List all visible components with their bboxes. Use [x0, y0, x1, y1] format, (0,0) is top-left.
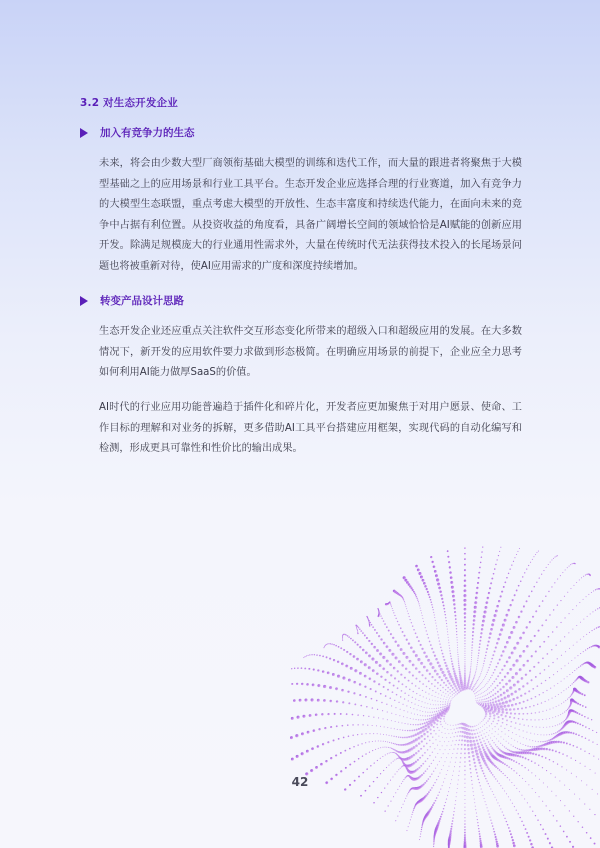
subheading-competitive-ecosystem	[80, 125, 195, 140]
paragraph: 未来，将会由少数大型厂商领衔基础大模型的训练和迭代工作，而大量的跟进者将聚焦于大模型基础之上的应用场景和行业工具平台。生态开发企业应选择合理的行业赛道，加入有竞争力的大模型生态联盟，重点考虑大模型的开放性、生态丰富度和持续迭代能力，在面向未来的竞争中占据有利位置。从投资收益的角度看，具备广阔增长空间的领域恰恰是AI赋能的创新应用开发。除满足规模庞大的行业通用性需求外，大量在传统时代无法获得技术投入的长尾场景问题也将被重新对待，使AI应用需求的广度和深度持续增加。	[99, 158, 522, 272]
paragraph: AI时代的行业应用功能普遍趋于插件化和碎片化，开发者应更加聚焦于对用户愿景、使命、工作目标的理解和对业务的拆解，更多借助AI工具平台搭建应用框架，实现代码的自动化编写和检测，形成更具可靠性和性价比的输出成果。	[99, 402, 522, 455]
section-title: 3.2 对生态开发企业	[80, 97, 178, 109]
right-triangle-icon	[80, 128, 88, 138]
subheading-label: 加入有竞争力的生态	[100, 127, 195, 139]
right-triangle-icon	[80, 296, 88, 306]
paragraph: 生态开发企业还应重点关注软件交互形态变化所带来的超级入口和超级应用的发展。在大多数情况下，新开发的应用软件要力求做到形态极简。在明确应用场景的前提下，企业应全力思考如何利用AI能力做厚SaaS的价值。	[99, 326, 522, 379]
subheading-product-design	[80, 293, 184, 308]
page-number: 42	[291, 775, 309, 789]
dotted-wave-sphere-decoration	[290, 535, 600, 848]
subheading-label: 转变产品设计思路	[100, 295, 184, 307]
